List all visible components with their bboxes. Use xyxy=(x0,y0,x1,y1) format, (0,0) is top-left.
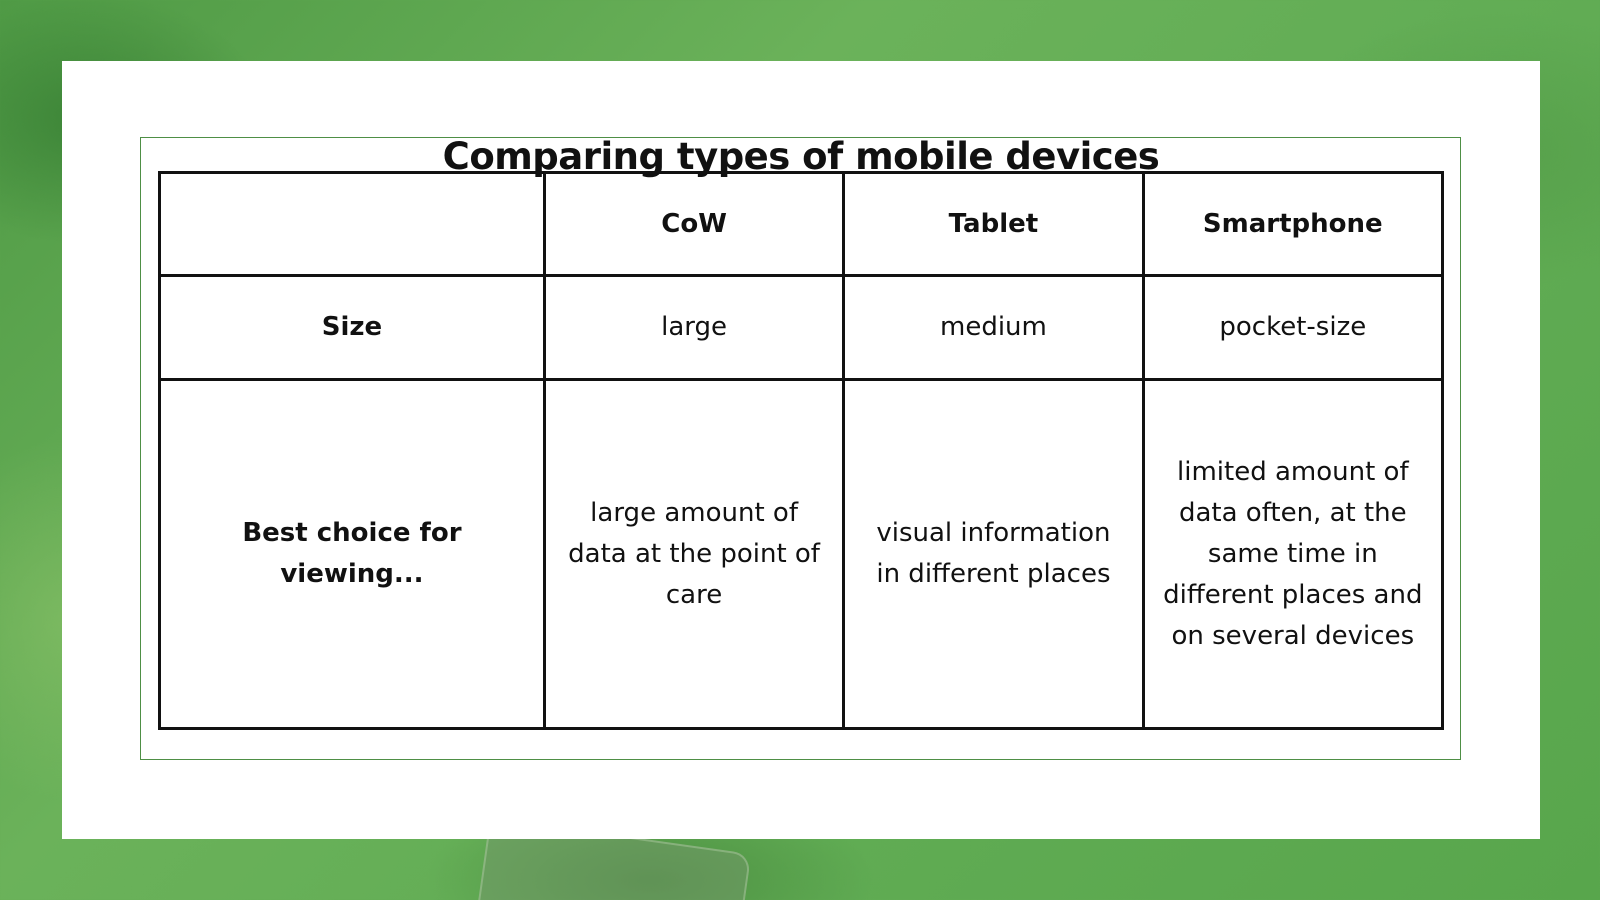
table-row-size xyxy=(160,276,1443,380)
header-cell-empty xyxy=(160,173,545,276)
row-label-best-choice: Best choice for viewing... xyxy=(160,380,545,729)
cell-size-smartphone: pocket-size xyxy=(1143,276,1442,380)
slide-card xyxy=(62,61,1540,839)
slide-title: Comparing types of mobile devices xyxy=(442,135,1160,178)
table-row-best-choice xyxy=(160,380,1443,729)
row-label-size: Size xyxy=(160,276,545,380)
header-cell-cow: CoW xyxy=(544,173,843,276)
cell-size-tablet: medium xyxy=(844,276,1143,380)
cell-best-choice-smartphone: limited amount of data often, at the same time in different places and on several devices xyxy=(1143,380,1442,729)
comparison-table xyxy=(158,171,1444,730)
cell-size-cow: large xyxy=(544,276,843,380)
cell-best-choice-tablet: visual information in different places xyxy=(844,380,1143,729)
cell-best-choice-cow: large amount of data at the point of care xyxy=(544,380,843,729)
header-cell-tablet: Tablet xyxy=(844,173,1143,276)
table-header-row xyxy=(160,173,1443,276)
header-cell-smartphone: Smartphone xyxy=(1143,173,1442,276)
